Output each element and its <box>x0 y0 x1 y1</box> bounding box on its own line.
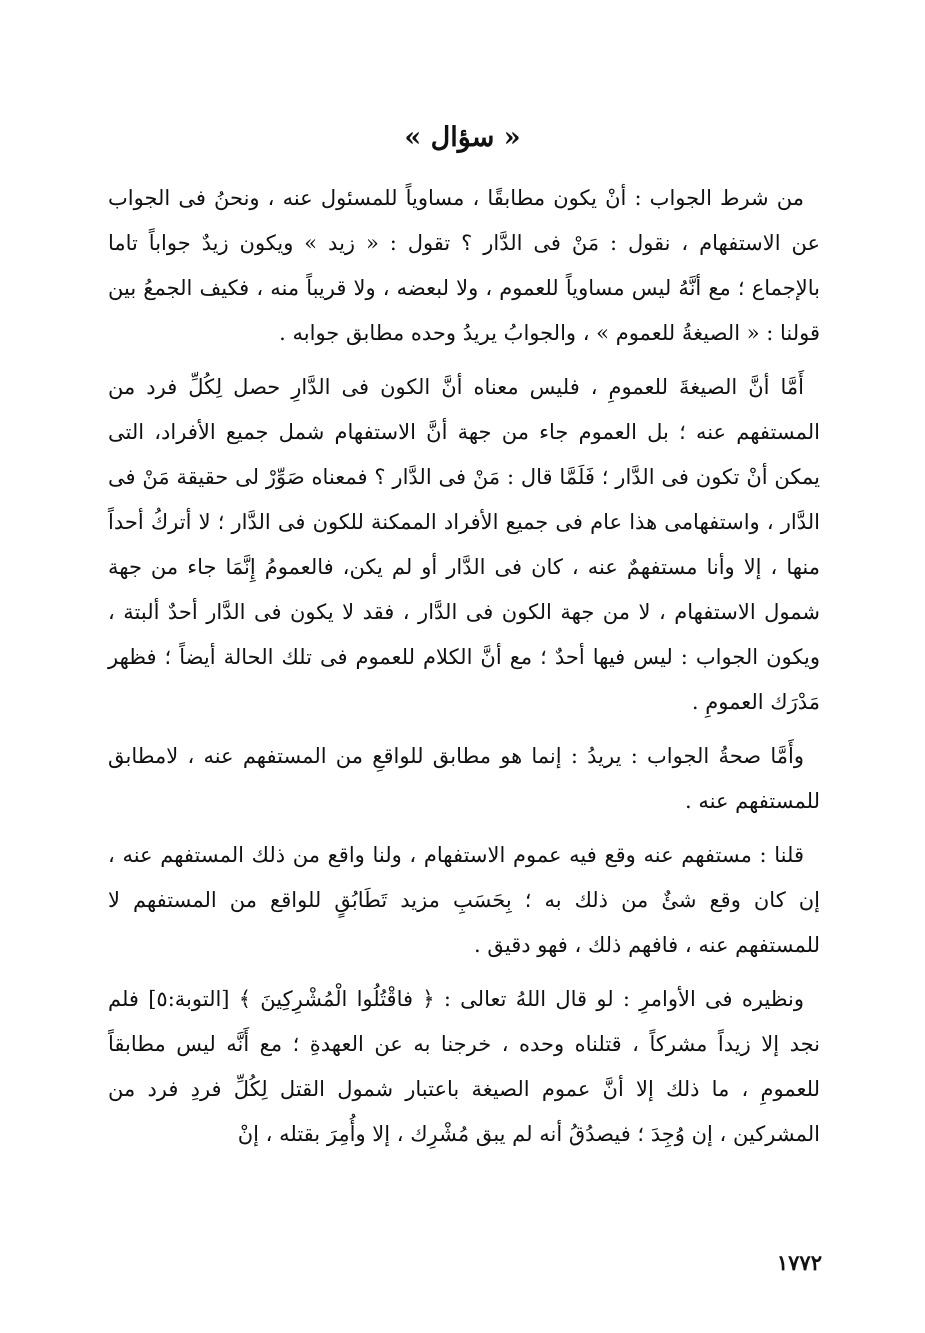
paragraph-1: من شرط الجواب : أنْ يكون مطابقًا ، مساوياً للمسئول عنه ، ونحنُ فى الجواب عن الاستفهام ، نقول : مَنْ فى الدَّار ؟ تقول : « زيد » ويكون زيدٌ جواباً تاما بالإجماع ؛ مع أنَّهُ ليس مساوياً للعموم ، ولا لبعضه ، ولا قريباً منه ، فكيف الجمعُ بين قولنا : « الصيغةُ للعموم » ، والجوابُ يريدُ وحده مطابق جوابه . <box>108 186 820 345</box>
paragraph-2: أَمَّا أنَّ الصيغةَ للعمومِ ، فليس معناه أنَّ الكون فى الدَّارِ حصل لِكُلِّ فرد من المستفهم عنه ؛ بل العموم جاء من جهة أنَّ الاستفهام شمل جميع الأفراد، التى يمكن أنْ تكون فى الدَّار ؛ فَلَمَّا قال : مَنْ فى الدَّار ؟ فمعناه صَوِّرْ لى حقيقة مَنْ فى الدَّار ، واستفهامى هذا عام فى جميع الأفراد الممكنة للكون فى الدَّار ؛ لا أتركُ أحداً منها ، إلا وأنا مستفهمٌ عنه ، كان فى الدَّار أو لم يكن، فالعمومُ إِنَّمَا جاء من جهة شمول الاستفهام ، لا من جهة الكون فى الدَّار ، فقد لا يكون فى الدَّار أحدٌ ألبتة ، ويكون الجواب : ليس فيها أحدٌ ؛ مع أنَّ الكلام للعموم فى تلك الحالة أيضاً ؛ فظهر مَدْرَك العمومِ . <box>108 375 820 714</box>
page-number: ١٧٧٢ <box>776 1250 822 1275</box>
paragraph-5: ونظيره فى الأوامرِ : لو قال اللهُ تعالى : ﴿ فاقْتُلُوا الْمُشْرِكِينَ ﴾ [التوبة:٥] فلم نجد إلا زيداً مشركاً ، قتلناه وحده ، خرجنا به عن العهدةِ ؛ مع أَنَّه ليس مطابقاً للعمومِ ، ما ذلك إلا أنَّ عموم الصيغة باعتبار شمول القتل لِكُلِّ فردِ فرد من المشركين ، إن وُجِدَ ؛ فيصدُقُ أنه لم يبق مُشْرِك ، إلا وأُمِرَ بقتله ، إنْ <box>108 987 820 1146</box>
paragraph-3: وأَمَّا صحةُ الجواب : يريدُ : إنما هو مطابق للواقعِ من المستفهم عنه ، لامطابق للمستفهم عنه . <box>108 744 820 813</box>
page-title: « سؤال » <box>404 122 521 153</box>
paragraph-4: قلنا : مستفهم عنه وقع فيه عموم الاستفهام ، ولنا واقع من ذلك المستفهم عنه ، إن كان وقع شئٌ من ذلك به ؛ بِحَسَبِ مزيد تَطَابُقٍ للواقع من المستفهم لا للمستفهم عنه ، فافهم ذلك ، فهو دقيق . <box>108 843 820 957</box>
body-text <box>108 176 820 1157</box>
